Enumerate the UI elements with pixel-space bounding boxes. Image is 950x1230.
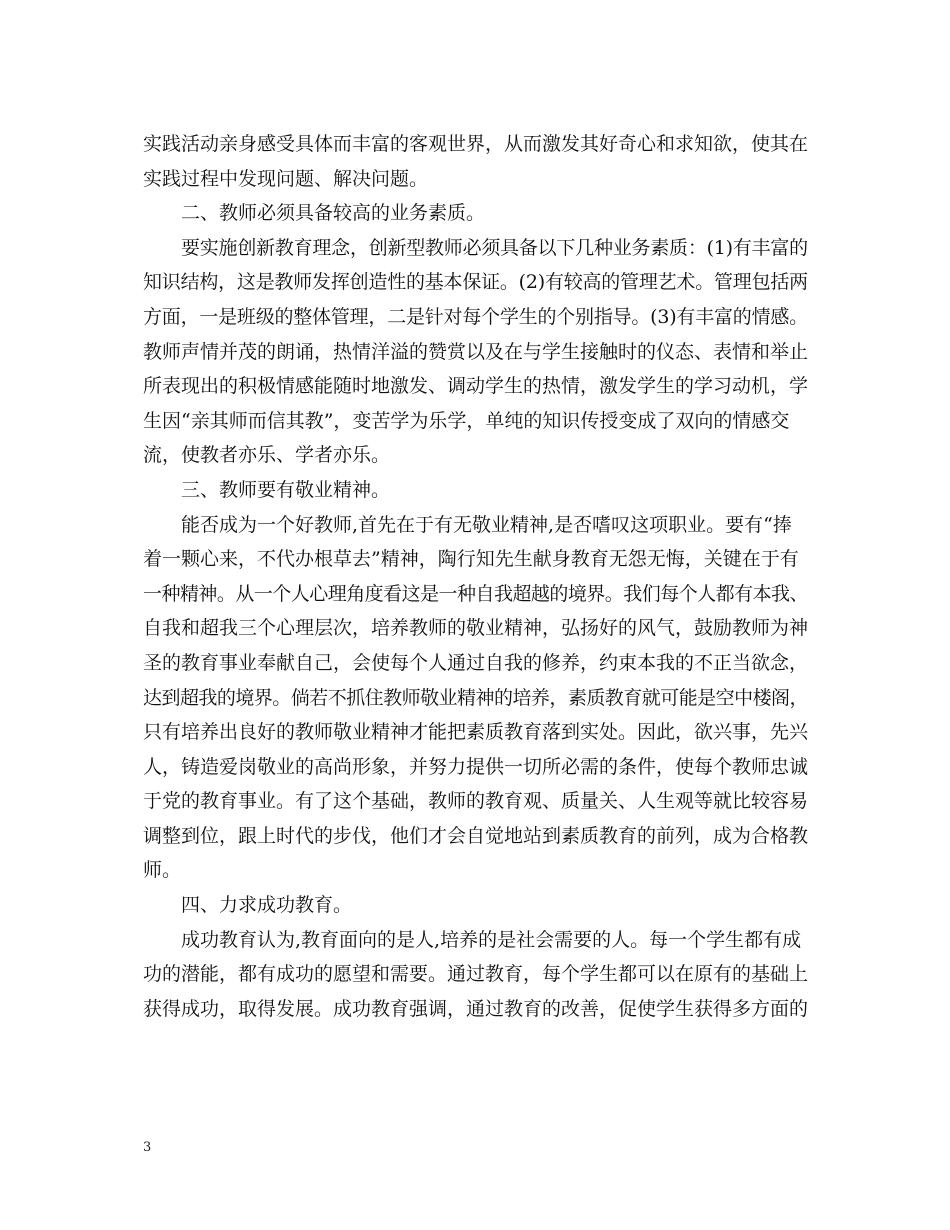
text-line: 实践过程中发现问题、解决问题。 <box>143 167 429 190</box>
text-line: 教师声情并茂的朗诵，热情洋溢的赞赏以及在与学生接触时的仪态、表情和举止 <box>143 340 809 363</box>
text-line: 成功教育认为,教育面向的是人,培养的是社会需要的人。每一个学生都有成 <box>181 928 802 951</box>
text-line: 师。 <box>143 859 182 882</box>
text-line: 达到超我的境界。倘若不抓住教师敬业精神的培养，素质教育就可能是空中楼阁， <box>143 686 809 709</box>
document-body <box>143 127 808 1026</box>
text-line: 要实施创新教育理念，创新型教师必须具备以下几种业务素质：(1)有丰富的 <box>181 236 808 259</box>
text-line: 能否成为一个好教师,首先在于有无敬业精神,是否嗜叹这项职业。要有“捧 <box>181 513 792 536</box>
text-line: 知识结构，这是教师发挥创造性的基本保证。(2)有较高的管理艺术。管理包括两 <box>143 271 808 294</box>
text-line: 自我和超我三个心理层次，培养教师的敬业精神，弘扬好的风气，鼓励教师为神 <box>143 617 809 640</box>
text-line: 三、教师要有敬业精神。 <box>181 478 391 501</box>
text-line: 实践活动亲身感受具体而丰富的客观世界，从而激发其好奇心和求知欲，使其在 <box>143 133 809 155</box>
text-line: 所表现出的积极情感能随时地激发、调动学生的热情，激发学生的学习动机，学 <box>143 375 809 398</box>
page-number: 3 <box>143 1140 152 1155</box>
text-line: 生因“亲其师而信其教”，变苦学为乐学，单纯的知识传授变成了双向的情感交 <box>143 409 790 432</box>
text-line: 四、力求成功教育。 <box>181 894 353 917</box>
text-line: 一种精神。从一个人心理角度看这是一种自我超越的境界。我们每个人都有本我、 <box>143 582 809 605</box>
text-line: 调整到位，跟上时代的步伐，他们才会自觉地站到素质教育的前列，成为合格教 <box>143 824 809 847</box>
text-line: 于党的教育事业。有了这个基础，教师的教育观、质量关、人生观等就比较容易 <box>143 790 809 813</box>
text-line: 功的潜能，都有成功的愿望和需要。通过教育，每个学生都可以在原有的基础上 <box>143 963 809 986</box>
text-line: 圣的教育事业奉献自己，会使每个人通过自我的修养，约束本我的不正当欲念， <box>143 651 809 674</box>
text-line: 二、教师必须具备较高的业务素质。 <box>181 202 486 225</box>
text-line: 只有培养出良好的教师敬业精神才能把素质教育落到实处。因此，欲兴事，先兴 <box>143 721 809 744</box>
text-line: 方面，一是班级的整体管理，二是针对每个学生的个别指导。(3)有丰富的情感。 <box>143 305 808 328</box>
text-line: 着一颗心来，不代办根草去”精神，陶行知先生献身教育无怨无悔，关键在于有 <box>143 548 799 571</box>
text-line: 人，铸造爱岗敬业的高尚形象，并努力提供一切所必需的条件，使每个教师忠诚 <box>143 755 809 778</box>
text-line: 获得成功，取得发展。成功教育强调，通过教育的改善，促使学生获得多方面的 <box>143 997 809 1020</box>
text-line: 流，使教者亦乐、学者亦乐。 <box>143 444 391 467</box>
